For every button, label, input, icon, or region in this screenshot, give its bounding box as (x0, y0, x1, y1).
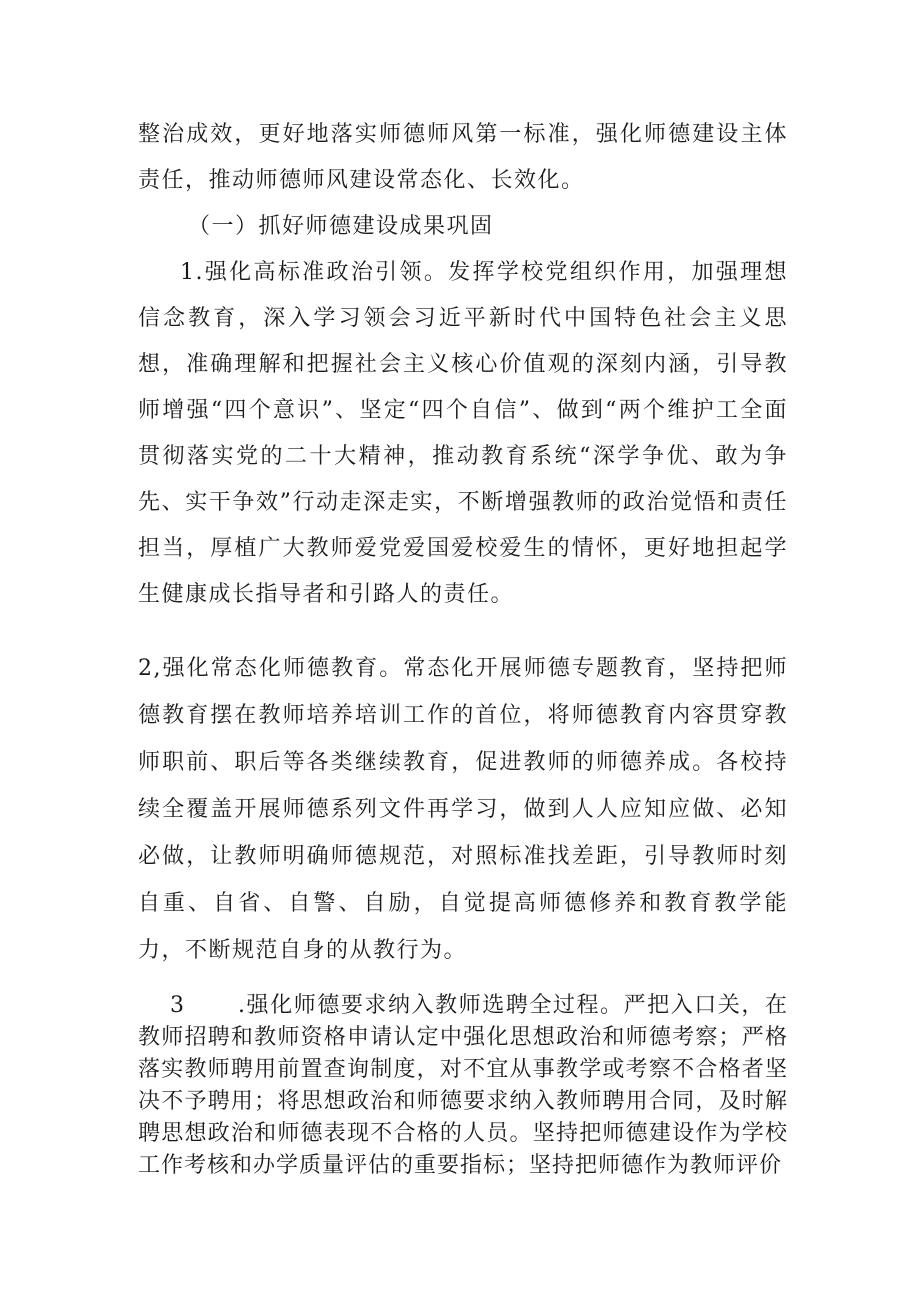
item-3-number: 3 (170, 993, 185, 1018)
item-1-paragraph: 1.强化高标准政治引领。发挥学校党组织作用，加强理想信念教育，深入学习领会习近平新时代中国特色社会主义思想，准确理解和把握社会主义核心价值观的深刻内涵，引导教师增强“四个意识”、坚定“四个自信”、做到“两个维护工全面贯彻落实党的二十大精神，推动教育系统“深学争优、敢为争先、实干争效”行动走深走实，不断增强教师的政治觉悟和责任担当，厚植广大教师爱党爱国爱校爱生的情怀，更好地担起学生健康成长指导者和引路人的责任。 (138, 260, 788, 607)
continuation-paragraph: 整治成效，更好地落实师德师风第一标准，强化师德建设主体责任，推动师德师风建设常态化、长效化。 (138, 122, 788, 193)
item-2-paragraph: 2,强化常态化师德教育。常态化开展师德专题教育，坚持把师德教育摆在教师培养培训工作的首位，将师德教育内容贯穿教师职前、职后等各类继续教育，促进教师的师德养成。各校持续全覆盖开展师德系列文件再学习，做到人人应知应做、必知必做，让教师明确师德规范，对照标准找差距，引导教师时刻自重、自省、自警、自励，自觉提高师德修养和教育教学能力，不断规范自身的从教行为。 (138, 656, 788, 963)
item-3-text: .强化师德要求纳入教师选聘全过程。严把入口关，在教师招聘和教师资格申请认定中强化思想政治和师德考察；严格落实教师聘用前置查询制度，对不宜从事教学或考察不合格者坚决不予聘用；将思想政治和师德要求纳入教师聘用合同，及时解聘思想政治和师德表现不合格的人员。坚持把师德建设作为学校工作考核和办学质量评估的重要指标；坚持把师德作为教师评价 (138, 993, 788, 1178)
item-3-paragraph (138, 990, 788, 1182)
section-heading: （一）抓好师德建设成果巩固 (188, 214, 494, 239)
